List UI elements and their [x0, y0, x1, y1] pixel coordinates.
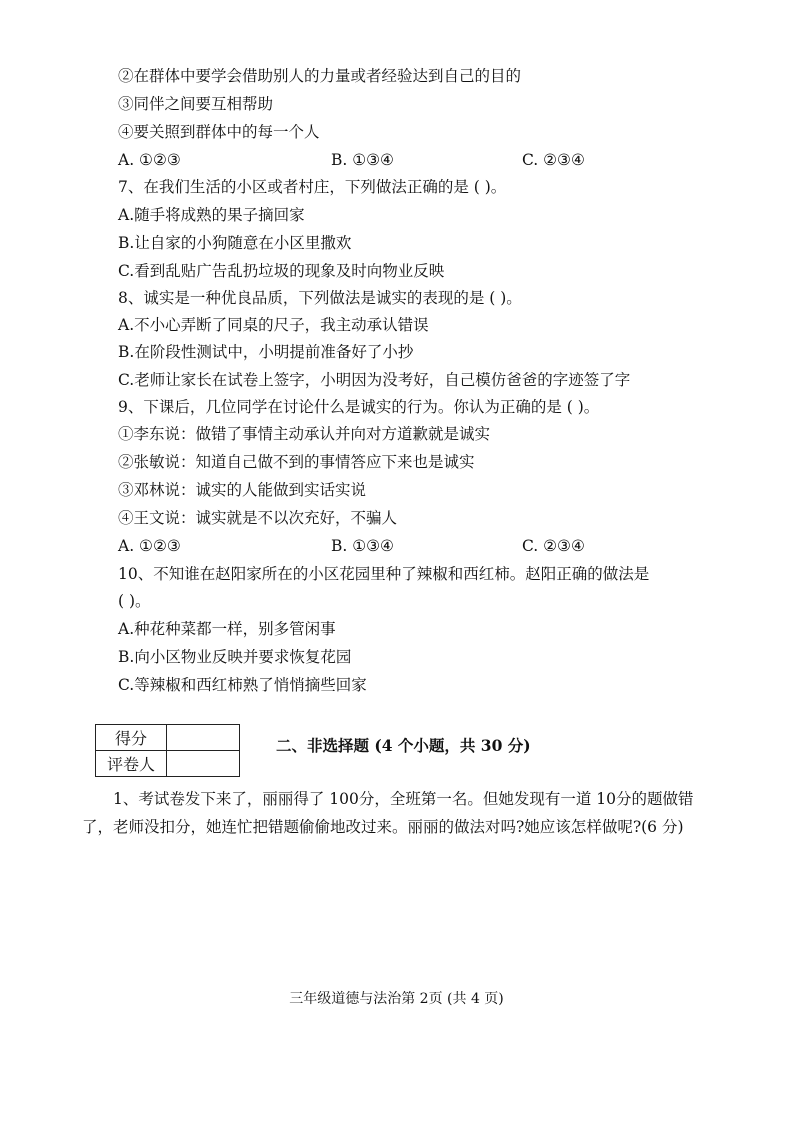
- page-footer: 三年级道德与法治第 2页 (共 4 页): [289, 991, 504, 1007]
- q9-option-c: C. ②③④: [522, 537, 585, 555]
- q9-item-1: ①李东说：做错了事情主动承认并向对方道歉就是诚实: [118, 425, 491, 443]
- q8-option-b: B.在阶段性测试中，小明提前准备好了小抄: [118, 343, 414, 361]
- score-box: [95, 724, 240, 777]
- q10-stem-line2: ( )。: [118, 592, 151, 610]
- grader-value-cell[interactable]: [167, 751, 240, 777]
- q10-option-c: C.等辣椒和西红柿熟了悄悄摘些回家: [118, 676, 367, 694]
- q9-item-2: ②张敏说：知道自己做不到的事情答应下来也是诚实: [118, 453, 475, 471]
- q6-option-a: A. ①②③: [118, 151, 181, 169]
- score-value-cell[interactable]: [167, 725, 240, 751]
- q9-stem: 9、下课后，几位同学在讨论什么是诚实的行为。你认为正确的是 ( )。: [118, 398, 600, 416]
- section-two-question-1: 1、考试卷发下来了，丽丽得了 100分，全班第一名。但她发现有一道 10分的题做错了，老师没扣分，她连忙把错题偷偷地改过来。丽丽的做法对吗?她应该怎样做呢?(6 分): [82, 790, 694, 836]
- q7-option-b: B.让自家的小狗随意在小区里撒欢: [118, 234, 352, 252]
- score-label: 得分: [96, 725, 167, 751]
- q10-option-a: A.种花种菜都一样，别多管闲事: [118, 620, 336, 638]
- q10-option-b: B.向小区物业反映并要求恢复花园: [118, 648, 352, 666]
- q6-item-2: ②在群体中要学会借助别人的力量或者经验达到自己的目的: [118, 67, 522, 85]
- q9-option-a: A. ①②③: [118, 537, 181, 555]
- grader-label: 评卷人: [96, 751, 167, 777]
- q6-option-b: B. ①③④: [331, 151, 394, 169]
- q8-option-c: C.老师让家长在试卷上签字，小明因为没考好，自己模仿爸爸的字迹签了字: [118, 371, 631, 389]
- q7-stem: 7、在我们生活的小区或者村庄，下列做法正确的是 ( )。: [118, 178, 507, 196]
- q6-item-3: ③同伴之间要互相帮助: [118, 95, 274, 113]
- q8-stem: 8、诚实是一种优良品质，下列做法是诚实的表现的是 ( )。: [118, 289, 522, 307]
- q9-item-3: ③邓林说：诚实的人能做到实话实说: [118, 481, 367, 499]
- q7-option-c: C.看到乱贴广告乱扔垃圾的现象及时向物业反映: [118, 262, 445, 280]
- q7-option-a: A.随手将成熟的果子摘回家: [118, 206, 305, 224]
- q9-item-4: ④王文说：诚实就是不以次充好，不骗人: [118, 509, 398, 527]
- q6-item-4: ④要关照到群体中的每一个人: [118, 123, 320, 141]
- q10-stem-line1: 10、不知谁在赵阳家所在的小区花园里种了辣椒和西红柿。赵阳正确的做法是: [118, 565, 650, 583]
- q6-option-c: C. ②③④: [522, 151, 585, 169]
- q8-option-a: A.不小心弄断了同桌的尺子，我主动承认错误: [118, 316, 429, 334]
- section-two-title: 二、非选择题 (4 个小题，共 30 分): [276, 736, 531, 755]
- q9-option-b: B. ①③④: [331, 537, 394, 555]
